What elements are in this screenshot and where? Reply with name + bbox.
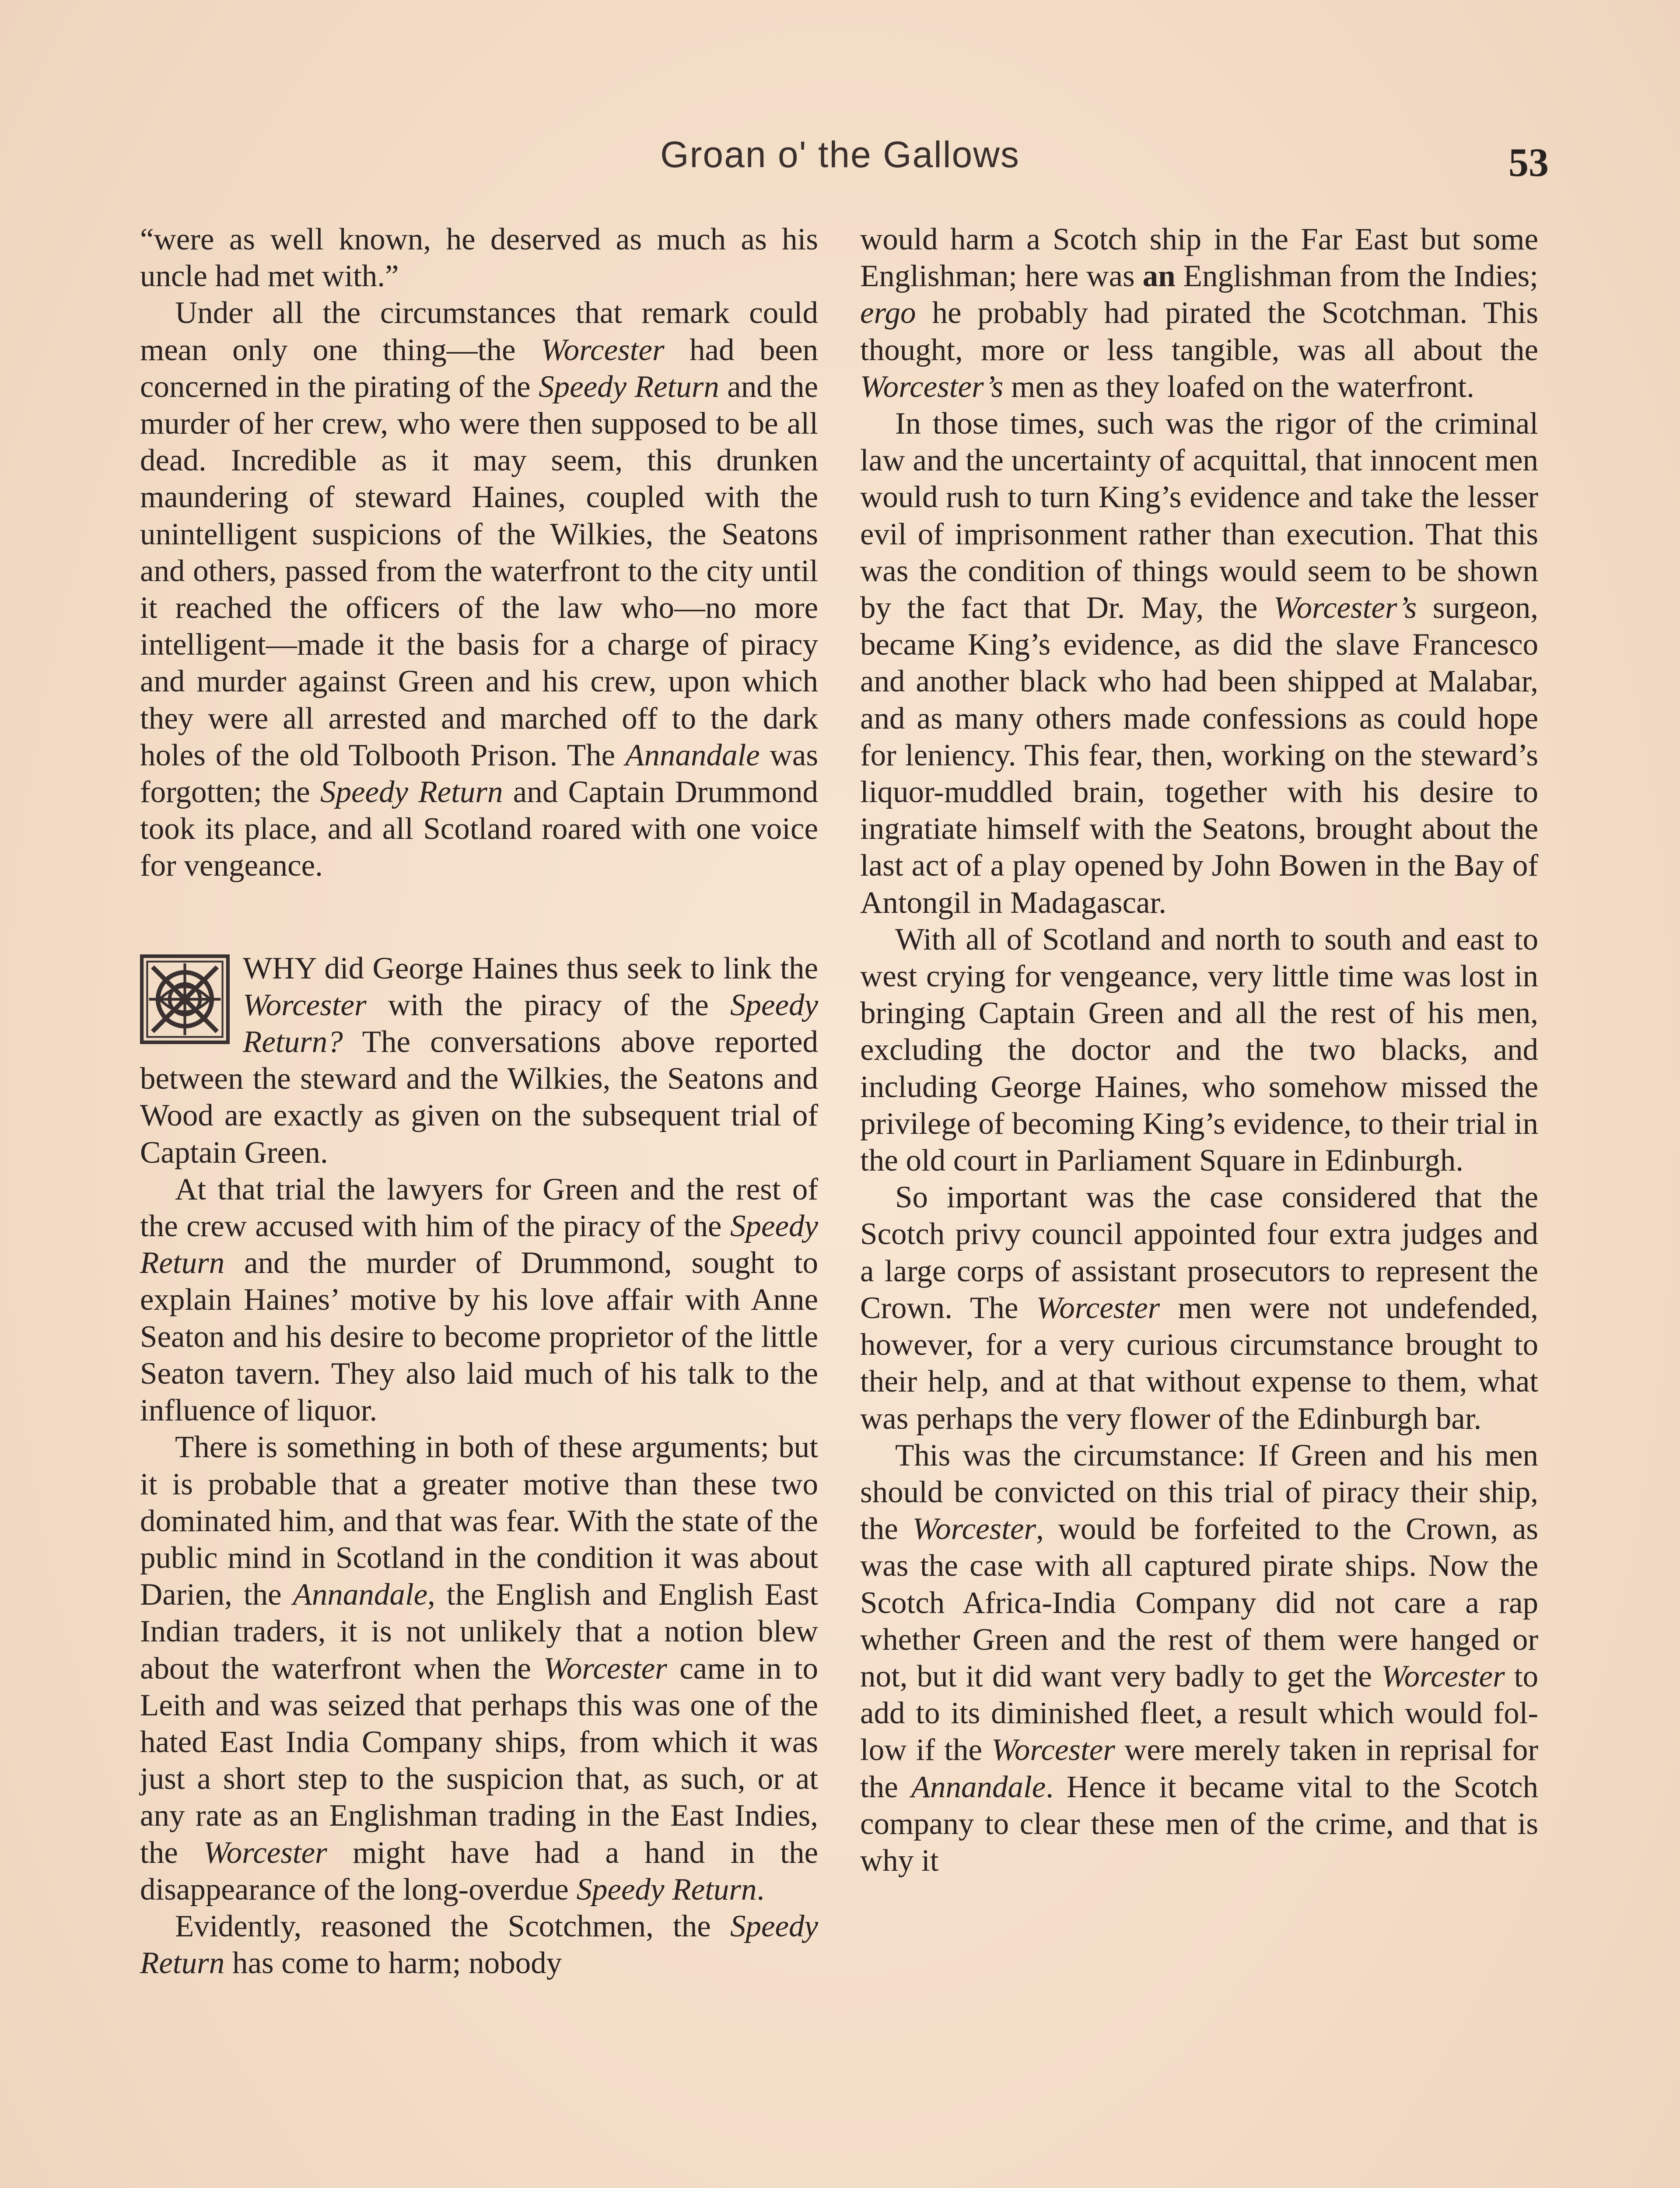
section-break [140, 884, 818, 950]
italic-text: Annandale [293, 1578, 428, 1612]
paragraph-text: The conversations above reported between the steward and the Wilkies, the Seatons and Wood are exactly as given on the subsequent trial of Captain Green. [140, 1025, 818, 1170]
paragraph-text: and the murder of Drummond, sought to explain Haines’ motive by his love affair with Anne Seaton and his desire to become proprietor of the little Seaton tavern. They also laid much of his talk to the influence of liquor. [140, 1246, 818, 1428]
paragraph-text: Evidently, reasoned the Scotchmen, the [175, 1909, 730, 1943]
paragraph-text: At that trial the lawyers for Green and the rest of the crew accused with him of the piracy of the [140, 1172, 818, 1244]
italic-text: Worcester [203, 1835, 327, 1870]
left-column [140, 221, 818, 2188]
italic-text: Worcester [912, 1512, 1036, 1546]
paragraph-text: and the murder of her crew, who were then supposed to be all dead. Incredible as it may seem, this drunken maundering of steward Haines, coupled with the unintelligent suspicions of the Wilkies, the Seatons and others, passed from the waterfront to the city until it reached the officers of the law who—no more intelligent—made it the basis for a charge of piracy and murder against Green and his crew, upon which they were all arrested and marched off to the dark holes of the old Tolbooth Prison. The [140, 369, 818, 772]
italic-text: Worcester’s [1273, 591, 1417, 625]
paragraph-text: came in to Leith and was seized that perhaps this was one of the hated East India Company ships, from which it was just a short step to the suspicion that, as such, or at any rate as an Englishman trading in the East Indies, the [140, 1651, 818, 1870]
paragraph [860, 1179, 1538, 1437]
paragraph-text: an [1142, 259, 1176, 294]
italic-text: Worcester [540, 333, 665, 367]
page-number: 53 [1508, 140, 1549, 185]
paragraph-text: This was the circumstance: If Green and his men should be convicted on this trial of piracy their ship, the [860, 1438, 1538, 1546]
italic-text: Worcester [543, 1651, 667, 1686]
paragraph-text: Under all the circumstances that remark could mean only one thing—the [140, 296, 818, 367]
paragraph-text: . [756, 1872, 765, 1907]
italic-text: Annandale [625, 738, 760, 772]
italic-text: Worcester [243, 988, 367, 1022]
paragraph [140, 1908, 818, 1981]
paragraph-text: men as they loafed on the waterfront. [1003, 369, 1474, 404]
italic-text: Worcester [1381, 1659, 1505, 1694]
paragraph [140, 221, 818, 295]
paragraph-text: With all of Scotland and north to south and east to west crying for vengeance, very little time was lost in bringing Captain Green and all the rest of his men, excluding the doctor and the two blacks, and including George Haines, who somehow missed the privilege of becoming King’s evidence, to their trial in the old court in Parliament Square in Edinburgh. [860, 922, 1538, 1178]
paragraph [860, 405, 1538, 921]
running-title: Groan o' the Gallows [660, 134, 1020, 175]
paragraph [860, 1437, 1538, 1879]
paragraph [140, 1171, 818, 1429]
italic-text: Speedy Return? [243, 988, 818, 1059]
paragraph-text: surgeon, became King’s evidence, as did the slave Francesco and another black who had been shipped at Malabar, and as many others made confessions as could hope for leniency. This fear, then, working on the steward’s liquor-muddled brain, together with his desire to ingratiate himself with the Seatons, brought about the last act of a play opened by John Bowen in the Bay of Antongil in Madagascar. [860, 591, 1538, 920]
paragraph-text: might have had a hand in the disappearance of the long-overdue [140, 1835, 818, 1907]
italic-text: Worcester [1036, 1290, 1160, 1325]
paragraph-text: , the English and English East Indian traders, it is not unlikely that a notion blew about the waterfront when the [140, 1578, 818, 1686]
paragraph [140, 950, 818, 1171]
paragraph-text: , would be forfeited to the Crown, as was the case with all captured pirate ships. Now the Scotch Africa-India Company did not care a rap whether Green and the rest of them were hanged or not, but it did want very badly to get the [860, 1512, 1538, 1694]
italic-text: Annandale [911, 1770, 1046, 1804]
paragraph-text: has come to harm; nobody [224, 1946, 562, 1981]
paragraph-text: men were not undefended, however, for a very curious circumstance brought to their help, and at that without expense to them, what was perhaps the very flower of the Edinburgh bar. [860, 1290, 1539, 1436]
italic-text: ergo [860, 296, 916, 330]
italic-text: Speedy Return [140, 1909, 818, 1981]
paragraph-text: was forgotten; the [140, 738, 818, 810]
paragraph-text: So important was the case considered that the Scotch privy council appointed four extra judges and a large corps of assistant prosecutors to represent the Crown. The [860, 1180, 1538, 1325]
paragraph-text: would harm a Scotch ship in the Far East but some Englishman; here was [860, 222, 1538, 294]
right-column [860, 221, 1538, 2188]
paragraph-text: had been concerned in the pirating of the [140, 333, 819, 404]
paragraph-text: he probably had pirated the Scotchman. This thought, more or less tangible, was all about the [860, 296, 1538, 367]
italic-text: Speedy Return [539, 369, 719, 404]
italic-text: Speedy Return [140, 1209, 818, 1280]
italic-text: Speedy Return [320, 775, 503, 810]
paragraph-text: Englishman from the Indies; [1175, 259, 1538, 294]
paragraph-text: . Hence it became vital to the Scotch company to clear these men of the crime, and that is why it [860, 1770, 1538, 1878]
italic-text: Speedy Return [576, 1872, 757, 1907]
italic-text: Worcester [991, 1733, 1115, 1767]
left-column-second-section [140, 950, 818, 1982]
italic-text: Worcester’s [860, 369, 1004, 404]
paragraph [140, 295, 818, 884]
paragraph-text: with the piracy of the [366, 988, 730, 1022]
paragraph-text: There is something in both of these arguments; but it is probable that a greater motive than these two dominated him, and that was fear. With the state of the public mind in Scotland in the condition it was about Darien, the [140, 1430, 818, 1612]
paragraph [140, 1429, 818, 1908]
dropcap-ornament [140, 954, 230, 1044]
right-column-text [860, 221, 1538, 1879]
left-column-first-section [140, 221, 818, 884]
paragraph-text: were merely taken in reprisal for the [860, 1733, 1538, 1804]
celtic-knot-ornament-icon [140, 954, 230, 1044]
paragraph [860, 221, 1538, 405]
paragraph-text: WHY did George Haines thus seek to link the [243, 951, 818, 985]
paragraph-text: to add to its diminished fleet, a result which would follow if the [860, 1659, 1538, 1767]
paragraph-text: and Captain Drummond took its place, and all Scotland roared with one voice for vengeance. [140, 775, 819, 883]
paragraph-text: “were as well known, he deserved as much as his uncle had met with.” [140, 222, 818, 294]
paragraph [860, 921, 1538, 1179]
paragraph-text: In those times, such was the rigor of the criminal law and the uncertainty of acquittal, that innocent men would rush to turn King’s evidence and take the lesser evil of imprisonment rather than execution. That this was the condition of things would seem to be shown by the fact that Dr. May, the [860, 407, 1538, 625]
